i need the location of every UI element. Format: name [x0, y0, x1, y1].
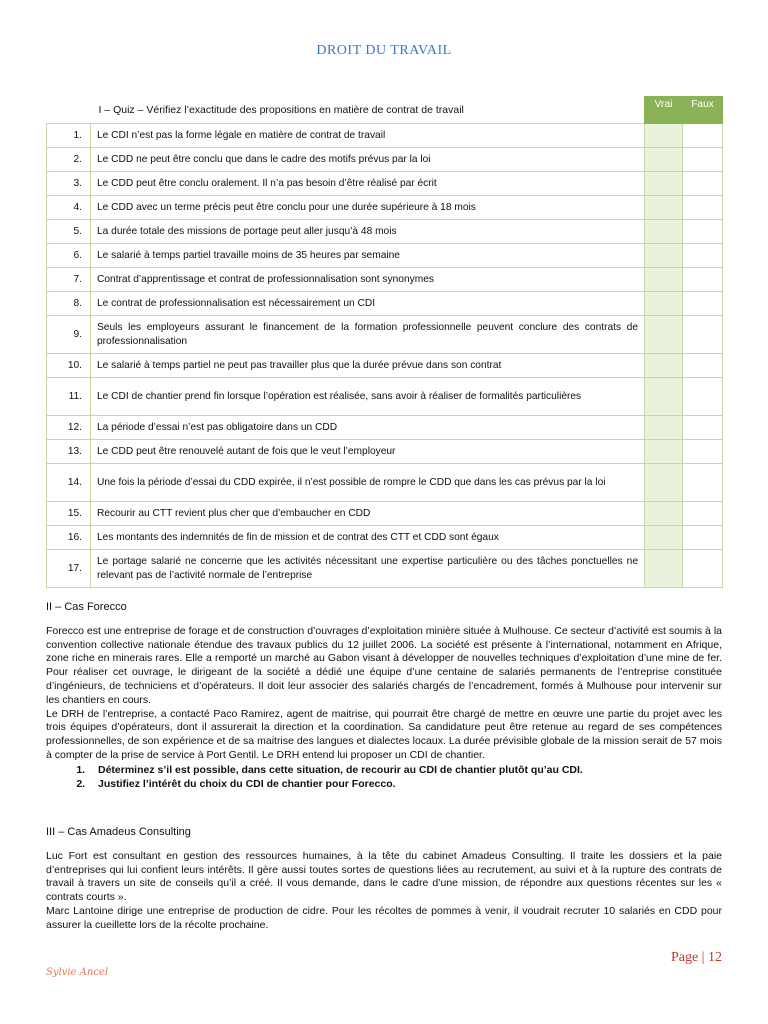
forecco-paragraph-2: Le DRH de l’entreprise, a contacté Paco Ramirez, agent de maitrise, qui pourrait être chargé de mettre en œuvre une partie du projet avec les trois équipes d’opérateurs, dont il assurerait la direction et la coordination. Sa candidature peut être retenue au regard de ses compétences professionnelles, de son expérience et de sa maitrise des langues et dialectes locaux. La durée prévisible globale de la mission serait de 57 mois à compter de la prise de service à Port Gentil. Le DRH entend lui proposer un CDI de chantier. — [46, 707, 722, 761]
amadeus-paragraph-1: Luc Fort est consultant en gestion des ressources humaines, à la tête du cabinet Amadeus Consulting. Il traite les dossiers et la paie d’entreprises qui lui confient leurs intérêts. Il gère aussi toutes sortes de questions liées au recrutement, au suivi et à la rupture des contrats de travail à travers un site de conseils qu’il a créé. Il vous demande, dans le cadre d’une mission, de répondre aux questions récentes sur les « contrats courts ». — [46, 849, 722, 904]
answer-cell-true[interactable] — [645, 292, 683, 316]
amadeus-paragraph-2: Marc Lantoine dirige une entreprise de production de cidre. Pour les récoltes de pommes à venir, il voudrait recruter 10 salariés en CDD pour assurer la cueillette lors de la récolte prochaine. — [46, 904, 722, 931]
answer-cell-true[interactable] — [645, 416, 683, 440]
quiz-item-number: 16. — [47, 526, 91, 550]
quiz-table — [46, 96, 723, 588]
answer-cell-false[interactable] — [683, 316, 723, 354]
quiz-item-number: 13. — [47, 440, 91, 464]
answer-cell-true[interactable] — [645, 124, 683, 148]
quiz-item-text: Le portage salarié ne concerne que les activités nécessitant une expertise particulière ou des tâches ponctuelles ne relevant pas de l’activité normale de l’entreprise — [91, 550, 645, 588]
quiz-item-number: 17. — [47, 550, 91, 588]
quiz-item-text: Contrat d’apprentissage et contrat de professionnalisation sont synonymes — [91, 268, 645, 292]
quiz-item-number: 15. — [47, 502, 91, 526]
answer-cell-false[interactable] — [683, 464, 723, 502]
answer-cell-false[interactable] — [683, 416, 723, 440]
answer-cell-true[interactable] — [645, 172, 683, 196]
amadeus-section — [46, 826, 722, 933]
quiz-title: I – Quiz – Vérifiez l’exactitude des propositions en matière de contrat de travail — [98, 103, 464, 116]
quiz-item-text: Le contrat de professionnalisation est nécessairement un CDI — [91, 292, 645, 316]
page-number: Page | 12 — [670, 950, 722, 965]
answer-cell-true[interactable] — [645, 440, 683, 464]
answer-cell-true[interactable] — [645, 502, 683, 526]
answer-cell-false[interactable] — [683, 354, 723, 378]
quiz-item-text: Le CDD ne peut être conclu que dans le cadre des motifs prévus par la loi — [91, 148, 645, 172]
quiz-row — [47, 550, 723, 588]
answer-cell-false[interactable] — [683, 378, 723, 416]
quiz-row — [47, 268, 723, 292]
quiz-row — [47, 502, 723, 526]
quiz-item-text: Le CDD peut être conclu oralement. Il n’a pas besoin d’être réalisé par écrit — [91, 172, 645, 196]
quiz-item-text: Le CDD peut être renouvelé autant de fois que le veut l’employeur — [91, 440, 645, 464]
answer-cell-false[interactable] — [683, 550, 723, 588]
quiz-item-text: Une fois la période d’essai du CDD expirée, il n’est possible de rompre le CDD que dans les cas prévus par la loi — [91, 464, 645, 502]
quiz-item-text: Le CDI n’est pas la forme légale en matière de contrat de travail — [91, 124, 645, 148]
quiz-row — [47, 378, 723, 416]
answer-cell-true[interactable] — [645, 354, 683, 378]
quiz-row — [47, 416, 723, 440]
forecco-task-list — [46, 763, 722, 791]
amadeus-title: III – Cas Amadeus Consulting — [46, 826, 191, 838]
quiz-item-number: 10. — [47, 354, 91, 378]
column-header-false: Faux — [683, 97, 723, 124]
answer-cell-false[interactable] — [683, 244, 723, 268]
answer-cell-false[interactable] — [683, 172, 723, 196]
quiz-item-number: 1. — [47, 124, 91, 148]
quiz-item-number: 5. — [47, 220, 91, 244]
quiz-row — [47, 354, 723, 378]
quiz-item-number: 6. — [47, 244, 91, 268]
quiz-row — [47, 316, 723, 354]
quiz-item-text: Le salarié à temps partiel ne peut pas travailler plus que la durée prévue dans son contrat — [91, 354, 645, 378]
quiz-row — [47, 464, 723, 502]
answer-cell-false[interactable] — [683, 148, 723, 172]
quiz-header-row — [47, 97, 723, 124]
answer-cell-true[interactable] — [645, 526, 683, 550]
quiz-row — [47, 244, 723, 268]
answer-cell-true[interactable] — [645, 220, 683, 244]
quiz-row — [47, 220, 723, 244]
column-header-true: Vrai — [645, 97, 683, 124]
quiz-item-text: Le salarié à temps partiel travaille moins de 35 heures par semaine — [91, 244, 645, 268]
answer-cell-false[interactable] — [683, 502, 723, 526]
answer-cell-false[interactable] — [683, 196, 723, 220]
quiz-row — [47, 172, 723, 196]
answer-cell-true[interactable] — [645, 316, 683, 354]
answer-cell-false[interactable] — [683, 124, 723, 148]
document-header: DROIT DU TRAVAIL — [316, 43, 452, 58]
quiz-row — [47, 526, 723, 550]
author-signature: Sylvie Ancel — [46, 967, 109, 978]
answer-cell-true[interactable] — [645, 244, 683, 268]
quiz-item-text: Recourir au CTT revient plus cher que d’embaucher en CDD — [91, 502, 645, 526]
quiz-item-number: 12. — [47, 416, 91, 440]
answer-cell-true[interactable] — [645, 464, 683, 502]
forecco-task-1: 1. Déterminez s’il est possible, dans cette situation, de recourir au CDI de chantier plutôt qu’au CDI. — [88, 763, 722, 777]
quiz-item-text: Le CDI de chantier prend fin lorsque l’opération est réalisée, sans avoir à réaliser de formalités particulières — [91, 378, 645, 416]
answer-cell-true[interactable] — [645, 196, 683, 220]
quiz-item-number: 4. — [47, 196, 91, 220]
answer-cell-false[interactable] — [683, 440, 723, 464]
answer-cell-true[interactable] — [645, 378, 683, 416]
quiz-item-text: La période d’essai n’est pas obligatoire dans un CDD — [91, 416, 645, 440]
answer-cell-true[interactable] — [645, 268, 683, 292]
quiz-row — [47, 196, 723, 220]
quiz-row — [47, 440, 723, 464]
forecco-paragraph-1: Forecco est une entreprise de forage et de construction d’ouvrages d’exploitation minière située à Mulhouse. Ce secteur d’activité est soumis à la convention collective nationale étendue des travaux publics du 12 juillet 2006. La société est présente à l’international, notamment en Afrique, zone riche en minerais rares. Elle a remporté un marché au Gabon visant à développer de nouvelles techniques d’exploitation d’une mine de fer. Pour réaliser cet ouvrage, le dirigeant de la société a dédié une équipe d’une centaine de salariés permanents de l’entreprise constituée d’ingénieurs, de techniciens et d’opérateurs. Il doit leur associer des salariés chargés de l’encadrement, formés à Mulhouse pour intervenir sur les chantiers en cours. — [46, 624, 722, 706]
quiz-item-number: 3. — [47, 172, 91, 196]
quiz-item-text: Les montants des indemnités de fin de mission et de contrat des CTT et CDD sont égaux — [91, 526, 645, 550]
answer-cell-false[interactable] — [683, 268, 723, 292]
answer-cell-true[interactable] — [645, 148, 683, 172]
quiz-row — [47, 148, 723, 172]
answer-cell-true[interactable] — [645, 550, 683, 588]
quiz-item-number: 14. — [47, 464, 91, 502]
forecco-section — [46, 601, 722, 791]
quiz-item-number: 9. — [47, 316, 91, 354]
quiz-body — [47, 124, 723, 588]
quiz-item-text: La durée totale des missions de portage peut aller jusqu’à 48 mois — [91, 220, 645, 244]
answer-cell-false[interactable] — [683, 220, 723, 244]
quiz-item-text: Le CDD avec un terme précis peut être conclu pour une durée supérieure à 18 mois — [91, 196, 645, 220]
forecco-title: II – Cas Forecco — [46, 601, 127, 613]
forecco-task-2: 2. Justifiez l’intérêt du choix du CDI de chantier pour Forecco. — [88, 777, 722, 791]
quiz-row — [47, 124, 723, 148]
quiz-item-number: 7. — [47, 268, 91, 292]
quiz-item-number: 11. — [47, 378, 91, 416]
quiz-row — [47, 292, 723, 316]
answer-cell-false[interactable] — [683, 292, 723, 316]
quiz-item-text: Seuls les employeurs assurant le financement de la formation professionnelle peuvent conclure des contrats de professionnalisation — [91, 316, 645, 354]
quiz-item-number: 2. — [47, 148, 91, 172]
answer-cell-false[interactable] — [683, 526, 723, 550]
quiz-item-number: 8. — [47, 292, 91, 316]
